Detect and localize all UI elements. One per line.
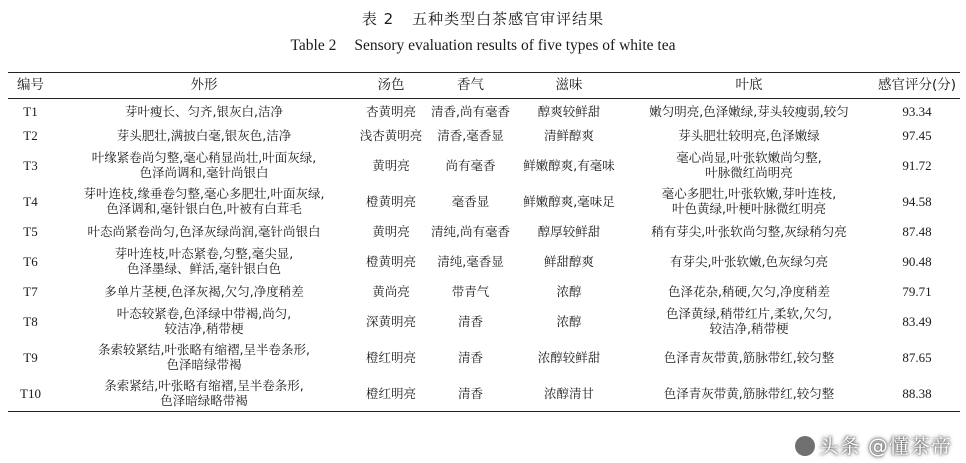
cell-liquor-color: 黄尚亮 xyxy=(372,283,410,299)
cell-id: T8 xyxy=(23,313,38,329)
cell-aroma: 清香 xyxy=(427,375,514,412)
table-number-en: Table 2 xyxy=(290,37,337,54)
table-title-en: Sensory evaluation results of five types of white tea xyxy=(354,37,676,54)
cell-aroma: 清香,毫香显 xyxy=(437,127,504,143)
cell-taste: 浓醇较鲜甜 xyxy=(537,349,601,365)
cell-liquor-color: 浅杏黄明亮 xyxy=(359,127,423,143)
cell-aroma: 尚有毫香 xyxy=(445,157,496,173)
cell-infused-leaf: 色泽青灰带黄,筋脉带红,较匀整 xyxy=(624,375,874,412)
cell-shape: 叶态较紧卷,色泽绿中带褐,尚匀, 较洁净,稍带梗 xyxy=(116,306,292,336)
cell-liquor-color: 深黄明亮 xyxy=(365,313,416,329)
cell-shape: 芽头肥壮,满披白毫,银灰色,洁净 xyxy=(116,127,292,143)
cell-score: 87.48 xyxy=(902,223,932,239)
cell-infused-leaf: 有芽尖,叶张软嫩,色灰绿匀亮 xyxy=(670,253,828,269)
header-infused-leaf: 叶底 xyxy=(624,73,874,99)
cell-shape: 条索较紧结,叶张略有缩褶,呈半卷条形, 色泽暗绿带褐 xyxy=(98,342,310,372)
cell-id: T1 xyxy=(23,103,38,119)
cell-infused-leaf: 毫心多肥壮,叶张软嫩,芽叶连枝, 叶色黄绿,叶梗叶脉微红明亮 xyxy=(661,186,837,216)
cell-aroma: 清香,尚有毫香 xyxy=(431,103,510,119)
table-row xyxy=(8,303,960,339)
table-row xyxy=(8,183,960,219)
cell-score: 83.49 xyxy=(902,313,932,329)
cell-score: 90.48 xyxy=(902,253,932,269)
cell-id: T6 xyxy=(23,253,38,269)
header-taste: 滋味 xyxy=(514,73,624,99)
table-row xyxy=(8,123,960,147)
cell-liquor-color: 橙红明亮 xyxy=(355,375,427,412)
cell-score: 97.45 xyxy=(902,127,932,143)
cell-liquor-color: 橙黄明亮 xyxy=(365,253,416,269)
cell-shape: 芽叶连枝,叶态紧卷,匀整,毫尖显, 色泽墨绿、鲜活,毫针银白色 xyxy=(114,246,294,276)
cell-aroma: 带青气 xyxy=(451,283,490,299)
header-liquor-color: 汤色 xyxy=(355,73,427,99)
table-row xyxy=(8,243,960,279)
cell-infused-leaf: 稍有芽尖,叶张软尚匀整,灰绿稍匀亮 xyxy=(651,223,847,239)
cell-shape: 条索紧结,叶张略有缩褶,呈半卷条形, 色泽暗绿略带褐 xyxy=(53,375,355,412)
cell-taste: 醇爽较鲜甜 xyxy=(537,103,601,119)
cell-liquor-color: 橙黄明亮 xyxy=(365,193,416,209)
cell-taste: 醇厚较鲜甜 xyxy=(537,223,601,239)
table-row xyxy=(8,147,960,183)
cell-taste: 清鲜醇爽 xyxy=(543,127,594,143)
cell-score: 88.38 xyxy=(874,375,960,412)
table-caption-en xyxy=(0,37,966,55)
cell-taste: 浓醇 xyxy=(556,313,582,329)
table-row xyxy=(8,279,960,303)
header-aroma: 香气 xyxy=(427,73,514,99)
watermark-logo-icon xyxy=(795,436,815,456)
table-row xyxy=(8,219,960,243)
header-id: 编号 xyxy=(8,73,53,99)
table-row xyxy=(8,99,960,124)
table-row xyxy=(8,375,960,412)
cell-id: T3 xyxy=(23,157,38,173)
cell-id: T9 xyxy=(23,349,38,365)
cell-infused-leaf: 色泽黄绿,稍带红片,柔软,欠匀, 较洁净,稍带梗 xyxy=(666,306,832,336)
cell-infused-leaf: 毫心尚显,叶张软嫩尚匀整, 叶脉微红尚明亮 xyxy=(676,150,822,180)
cell-infused-leaf: 色泽青灰带黄,筋脉带红,较匀整 xyxy=(663,349,835,365)
sensory-evaluation-table xyxy=(8,72,960,412)
cell-taste: 浓醇清甘 xyxy=(514,375,624,412)
cell-score: 94.58 xyxy=(902,193,932,209)
table-number-zh: 表 2 xyxy=(361,10,395,28)
cell-id: T7 xyxy=(23,283,38,299)
cell-id: T5 xyxy=(23,223,38,239)
cell-id: T10 xyxy=(8,375,53,412)
watermark xyxy=(795,430,952,459)
cell-taste: 鲜甜醇爽 xyxy=(543,253,594,269)
cell-taste: 鲜嫩醇爽,毫味足 xyxy=(523,193,615,209)
cell-aroma: 毫香显 xyxy=(451,193,490,209)
cell-shape: 多单片茎梗,色泽灰褐,欠匀,净度稍差 xyxy=(104,283,304,299)
cell-id: T4 xyxy=(23,193,38,209)
table-header-row xyxy=(8,73,960,99)
cell-score: 93.34 xyxy=(902,103,932,119)
cell-liquor-color: 黄明亮 xyxy=(372,157,410,173)
cell-shape: 芽叶连枝,缘垂卷匀整,毫心多肥壮,叶面灰绿, 色泽调和,毫针银白色,叶被有白茸毛 xyxy=(83,186,325,216)
watermark-text: 头条 @懂茶帝 xyxy=(818,434,952,458)
cell-score: 79.71 xyxy=(902,283,932,299)
cell-liquor-color: 黄明亮 xyxy=(372,223,410,239)
cell-shape: 芽叶瘦长、匀齐,银灰白,洁净 xyxy=(125,103,283,119)
header-shape: 外形 xyxy=(53,73,355,99)
cell-shape: 叶态尚紧卷尚匀,色泽灰绿尚润,毫针尚银白 xyxy=(87,223,321,239)
cell-infused-leaf: 色泽花杂,稍硬,欠匀,净度稍差 xyxy=(668,283,830,299)
cell-taste: 鲜嫩醇爽,有毫味 xyxy=(523,157,615,173)
cell-aroma: 清纯,尚有毫香 xyxy=(431,223,510,239)
cell-liquor-color: 杏黄明亮 xyxy=(365,103,416,119)
cell-score: 91.72 xyxy=(902,157,932,173)
cell-score: 87.65 xyxy=(902,349,932,365)
cell-shape: 叶缘紧卷尚匀整,毫心稍显尚壮,叶面灰绿, 色泽尚调和,毫针尚银白 xyxy=(91,150,317,180)
cell-infused-leaf: 嫩匀明亮,色泽嫩绿,芽头较瘦弱,较匀 xyxy=(649,103,849,119)
table-title-zh: 五种类型白茶感官审评结果 xyxy=(412,10,605,28)
cell-taste: 浓醇 xyxy=(556,283,582,299)
header-score: 感官评分(分) xyxy=(874,73,960,99)
cell-liquor-color: 橙红明亮 xyxy=(365,349,416,365)
cell-aroma: 清香 xyxy=(457,349,483,365)
cell-id: T2 xyxy=(23,127,38,143)
cell-infused-leaf: 芽头肥壮较明亮,色泽嫩绿 xyxy=(678,127,820,143)
table-caption-zh xyxy=(0,8,966,29)
cell-aroma: 清纯,毫香显 xyxy=(437,253,504,269)
cell-aroma: 清香 xyxy=(457,313,483,329)
table-row xyxy=(8,339,960,375)
